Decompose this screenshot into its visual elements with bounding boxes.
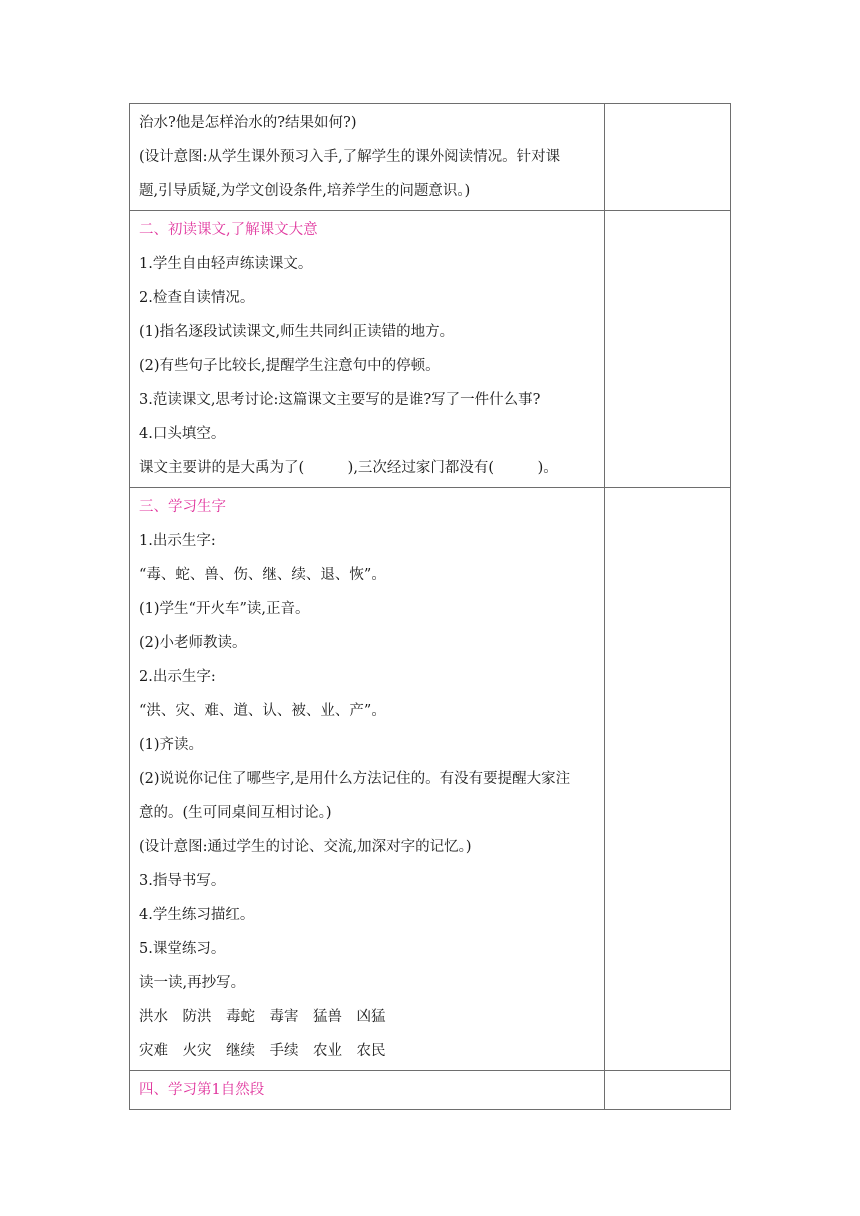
text-line: (2)说说你记住了哪些字,是用什么方法记住的。有没有要提醒大家注 <box>139 771 571 787</box>
text-line: “洪、灾、难、道、认、被、业、产”。 <box>139 703 386 719</box>
section-heading: 四、学习第1自然段 <box>139 1082 265 1098</box>
text-line: 5.课堂练习。 <box>139 941 226 957</box>
table-row <box>130 104 731 211</box>
fill-in-blank-line: 课文主要讲的是大禹为了( ),三次经过家门都没有( )。 <box>139 460 558 476</box>
section-heading: 二、初读课文,了解课文大意 <box>139 222 318 238</box>
main-cell <box>130 488 605 1071</box>
text-line: 4.学生练习描红。 <box>139 907 255 923</box>
section-heading: 三、学习生字 <box>139 499 226 515</box>
lesson-plan-table <box>129 103 731 1110</box>
text-line: (1)指名逐段试读课文,师生共同纠正读错的地方。 <box>139 324 455 340</box>
text-line: (2)小老师教读。 <box>139 635 247 651</box>
text-line: 读一读,再抄写。 <box>139 975 246 991</box>
text-line: 题,引导质疑,为学文创设条件,培养学生的问题意识。) <box>139 183 471 199</box>
side-cell <box>604 104 730 211</box>
text-line: 意的。(生可同桌间互相讨论。) <box>139 805 332 821</box>
text-line: 3.指导书写。 <box>139 873 226 889</box>
text-line: 3.范读课文,思考讨论:这篇课文主要写的是谁?写了一件什么事? <box>139 392 541 408</box>
text-line: (1)齐读。 <box>139 737 204 753</box>
side-cell <box>604 211 730 488</box>
side-cell <box>604 1071 730 1110</box>
main-cell <box>130 211 605 488</box>
text-line: 4.口头填空。 <box>139 426 226 442</box>
main-cell <box>130 1071 605 1110</box>
text-line: 1.学生自由轻声练读课文。 <box>139 256 313 272</box>
table-row <box>130 1071 731 1110</box>
main-cell <box>130 104 605 211</box>
text-line: (设计意图:通过学生的讨论、交流,加深对字的记忆。) <box>139 839 472 855</box>
side-cell <box>604 488 730 1071</box>
text-line: 治水?他是怎样治水的?结果如何?) <box>139 115 357 131</box>
word-list-line: 洪水 防洪 毒蛇 毒害 猛兽 凶猛 <box>139 1009 386 1025</box>
text-line: 1.出示生字: <box>139 533 216 549</box>
text-line: “毒、蛇、兽、伤、继、续、退、恢”。 <box>139 567 386 583</box>
table-row <box>130 211 731 488</box>
text-line: (2)有些句子比较长,提醒学生注意句中的停顿。 <box>139 358 440 374</box>
text-line: (设计意图:从学生课外预习入手,了解学生的课外阅读情况。针对课 <box>139 149 561 165</box>
word-list-line: 灾难 火灾 继续 手续 农业 农民 <box>139 1043 386 1059</box>
text-line: 2.检查自读情况。 <box>139 290 255 306</box>
text-line: (1)学生“开火车”读,正音。 <box>139 601 310 617</box>
text-line: 2.出示生字: <box>139 669 216 685</box>
table-row <box>130 488 731 1071</box>
